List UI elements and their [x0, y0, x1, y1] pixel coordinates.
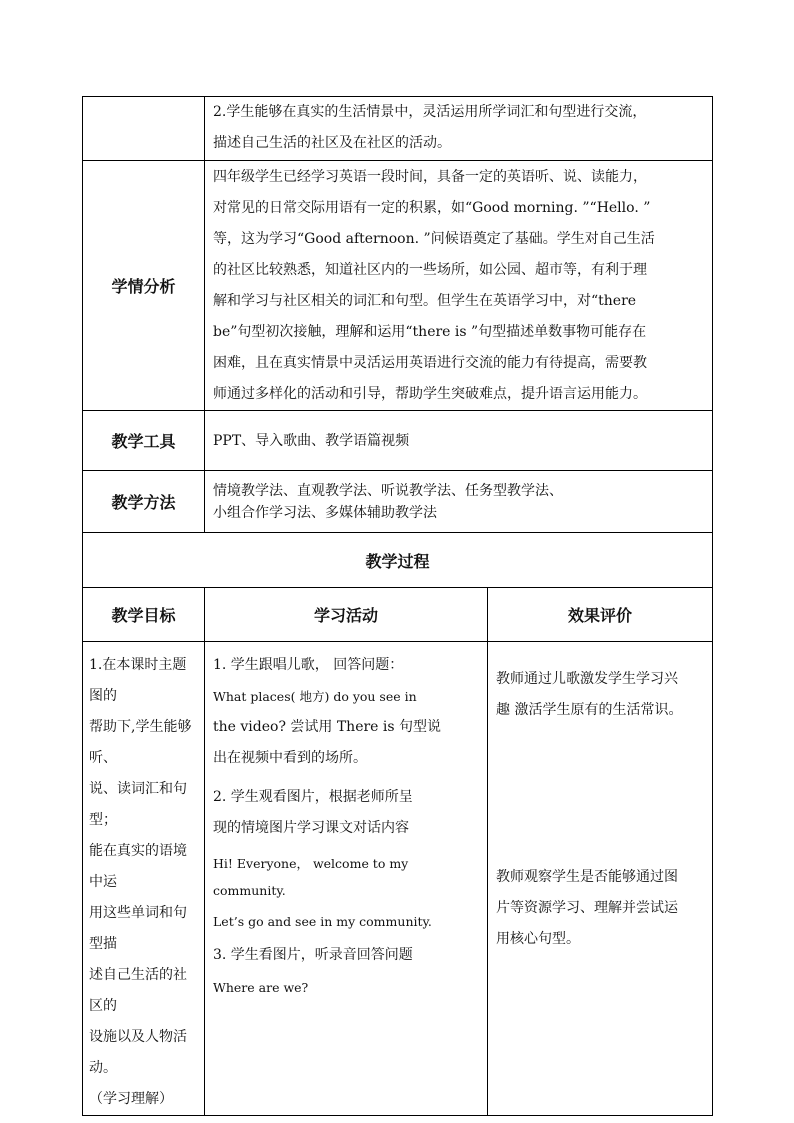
goal-line: 描述自己生活的社区及在社区的活动。 — [213, 135, 451, 151]
evaluation-item2-line: 片等资源学习、理解并尝试运 — [496, 900, 678, 916]
student-analysis-row — [83, 161, 713, 411]
column-header-objective: 教学目标 — [83, 588, 205, 642]
objective-line: 能在真实的语境中运 — [89, 843, 187, 890]
goal-label-cell — [83, 97, 205, 161]
evaluation-item2-line: 教师观察学生是否能够通过图 — [496, 869, 678, 885]
objective-line: 帮助下,学生能够听、 — [89, 719, 192, 766]
teaching-tools-label: 教学工具 — [83, 411, 205, 471]
process-header-row — [83, 588, 713, 642]
activity-step1-line: the video? 尝试用 There is 句型说 — [213, 719, 442, 735]
lesson-plan-table — [82, 96, 713, 1116]
activity-step1-line: What places( 地方) do you see in — [213, 689, 417, 704]
column-header-evaluation: 效果评价 — [488, 588, 713, 642]
objective-line: （学习理解） — [89, 1091, 173, 1107]
student-analysis-label: 学情分析 — [83, 161, 205, 411]
evaluation-item1-line: 趣 激活学生原有的生活常识。 — [496, 702, 683, 718]
analysis-line: 困难，且在真实情景中灵活运用英语进行交流的能力有待提高，需要教 — [213, 355, 647, 371]
goal-line: 2.学生能够在真实的生活情景中，灵活运用所学词汇和句型进行交流， — [213, 104, 647, 120]
dialogue-line: Hi! Everyone， welcome to my — [213, 856, 409, 871]
method-line: 小组合作学习法、多媒体辅助教学法 — [213, 505, 437, 521]
student-analysis-content — [205, 161, 713, 411]
column-header-activity: 学习活动 — [205, 588, 488, 642]
evaluation-item1-line: 教师通过儿歌激发学生学习兴 — [496, 671, 678, 687]
objective-line: 1.在本课时主题图的 — [89, 657, 187, 704]
teaching-tools-value: PPT、导入歌曲、教学语篇视频 — [213, 432, 410, 449]
analysis-line: 四年级学生已经学习英语一段时间，具备一定的英语听、说、读能力， — [213, 169, 647, 185]
teaching-tools-row — [83, 411, 713, 471]
teaching-methods-content — [205, 471, 713, 533]
process-content-row — [83, 642, 713, 1116]
evaluation-cell — [488, 642, 713, 1116]
dialogue-line: community. — [213, 883, 286, 898]
goal-row — [83, 97, 713, 161]
activity-step1-line: 1. 学生跟唱儿歌， 回答问题： — [213, 657, 404, 673]
teaching-tools-content — [205, 411, 713, 471]
process-title-row — [83, 533, 713, 588]
activity-step1-line: 出在视频中看到的场所。 — [213, 750, 367, 766]
activity-step3-line: 3. 学生看图片，听录音回答问题 — [213, 947, 413, 963]
analysis-line: 解和学习与社区相关的词汇和句型。但学生在英语学习中，对“there — [213, 293, 637, 309]
activity-step2-line: 现的情境图片学习课文对话内容 — [213, 820, 409, 836]
analysis-line: 对常见的日常交际用语有一定的积累，如“Good morning. ”“Hello. ” — [213, 200, 651, 216]
analysis-line: 的社区比较熟悉，知道社区内的一些场所，如公园、超市等，有利于理 — [213, 262, 647, 278]
process-title: 教学过程 — [83, 533, 713, 588]
activity-step2-line: 2. 学生观看图片，根据老师所呈 — [213, 789, 413, 805]
teaching-methods-label: 教学方法 — [83, 471, 205, 533]
objective-line: 说、读词汇和句型； — [89, 781, 187, 828]
analysis-line: 师通过多样化的活动和引导，帮助学生突破难点，提升语言运用能力。 — [213, 386, 647, 402]
evaluation-item2-line: 用核心句型。 — [496, 931, 580, 947]
activity-cell — [205, 642, 488, 1116]
objective-cell — [83, 642, 205, 1116]
activity-question: Where are we? — [213, 980, 309, 995]
objective-line: 述自己生活的社区的 — [89, 967, 187, 1014]
dialogue-line: Let’s go and see in my community. — [213, 914, 432, 929]
analysis-line: be”句型初次接触，理解和运用“there is ”句型描述单数事物可能存在 — [213, 324, 647, 340]
analysis-line: 等，这为学习“Good afternoon. ”问候语奠定了基础。学生对自己生活 — [213, 231, 655, 247]
method-line: 情境教学法、直观教学法、听说教学法、任务型教学法、 — [213, 483, 563, 499]
teaching-methods-row — [83, 471, 713, 533]
objective-line: 用这些单词和句型描 — [89, 905, 187, 952]
objective-line: 设施以及人物活动。 — [89, 1029, 187, 1076]
goal-content-cell — [205, 97, 713, 161]
